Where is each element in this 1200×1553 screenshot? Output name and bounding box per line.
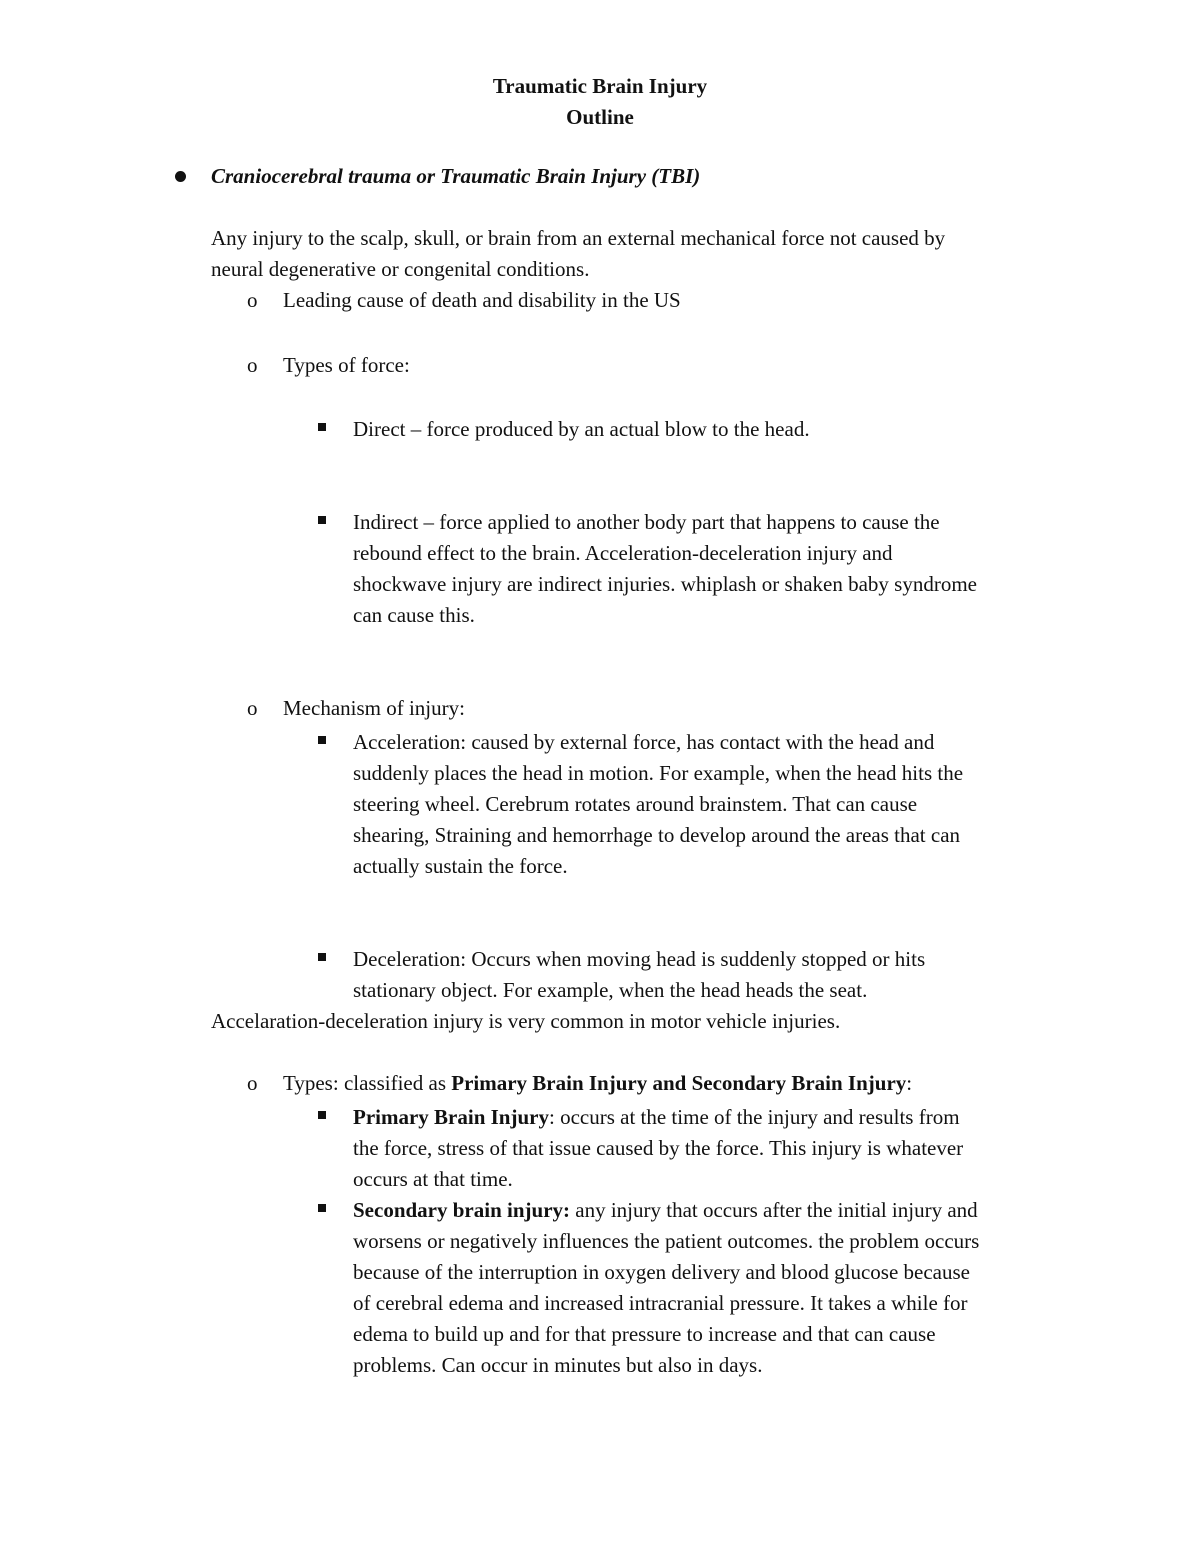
acceleration-line: actually sustain the force.	[353, 854, 568, 878]
indirect-force-line: shockwave injury are indirect injuries. whiplash or shaken baby syndrome	[353, 572, 978, 596]
bullet-circle: o	[247, 353, 258, 377]
bullet-circle: o	[247, 288, 258, 312]
primary-first-line	[353, 1107, 960, 1128]
secondary-label: Secondary brain injury:	[353, 1198, 571, 1222]
definition-line: Any injury to the scalp, skull, or brain from an external mechanical force not caused by	[211, 226, 946, 250]
secondary-first-line	[353, 1200, 978, 1221]
mechanism-label: Mechanism of injury:	[283, 696, 465, 720]
types-of-force-label: Types of force:	[283, 353, 410, 377]
acceleration-line: shearing, Straining and hemorrhage to develop around the areas that can	[353, 823, 961, 847]
definition-line: neural degenerative or congenital conditions.	[211, 257, 590, 281]
bullet-square	[318, 423, 326, 431]
deceleration-line: stationary object. For example, when the head heads the seat.	[353, 978, 868, 1002]
primary-label: Primary Brain Injury	[353, 1105, 549, 1129]
bullet-square	[318, 953, 326, 961]
primary-text: : occurs at the time of the injury and results from	[548, 1105, 960, 1129]
bullet-square	[318, 1204, 326, 1212]
secondary-line: edema to build up and for that pressure to increase and that can cause	[353, 1322, 936, 1346]
bullet-circle: o	[247, 1071, 258, 1095]
direct-force: Direct – force produced by an actual blow to the head.	[353, 417, 810, 441]
secondary-line: worsens or negatively influences the patient outcomes. the problem occurs	[353, 1229, 980, 1253]
bullet-square	[318, 1111, 326, 1119]
leading-cause: Leading cause of death and disability in the US	[283, 288, 681, 312]
indirect-force-line: can cause this.	[353, 603, 475, 627]
bullet-circle: o	[247, 696, 258, 720]
indirect-force-line: rebound effect to the brain. Acceleration-deceleration injury and	[353, 541, 893, 565]
secondary-text: any injury that occurs after the initial injury and	[570, 1198, 978, 1222]
bullet-square	[318, 736, 326, 744]
secondary-line: of cerebral edema and increased intracranial pressure. It takes a while for	[353, 1291, 968, 1315]
page-title: Traumatic Brain Injury	[492, 74, 708, 98]
deceleration-line: Deceleration: Occurs when moving head is suddenly stopped or hits	[353, 947, 926, 971]
acceleration-line: steering wheel. Cerebrum rotates around brainstem. That can cause	[353, 792, 918, 816]
acc-dec-note: Accelaration-deceleration injury is very common in motor vehicle injuries.	[211, 1009, 841, 1033]
types-prefix: Types: classified as	[283, 1071, 452, 1095]
page-subtitle: Outline	[566, 105, 634, 129]
acceleration-line: suddenly places the head in motion. For example, when the head hits the	[353, 761, 964, 785]
indirect-force-line: Indirect – force applied to another body part that happens to cause the	[353, 510, 940, 534]
secondary-line: because of the interruption in oxygen delivery and blood glucose because	[353, 1260, 970, 1284]
types-suffix: :	[906, 1071, 913, 1095]
bullet-square	[318, 516, 326, 524]
types-line	[283, 1073, 912, 1094]
primary-line: occurs at that time.	[353, 1167, 513, 1191]
secondary-line: problems. Can occur in minutes but also in days.	[353, 1353, 763, 1377]
acceleration-line: Acceleration: caused by external force, has contact with the head and	[353, 730, 935, 754]
types-bold: Primary Brain Injury and Secondary Brain Injury	[451, 1071, 907, 1095]
section-heading: Craniocerebral trauma or Traumatic Brain Injury (TBI)	[211, 164, 701, 188]
primary-line: the force, stress of that issue caused by the force. This injury is whatever	[353, 1136, 964, 1160]
bullet-disc	[175, 171, 186, 182]
